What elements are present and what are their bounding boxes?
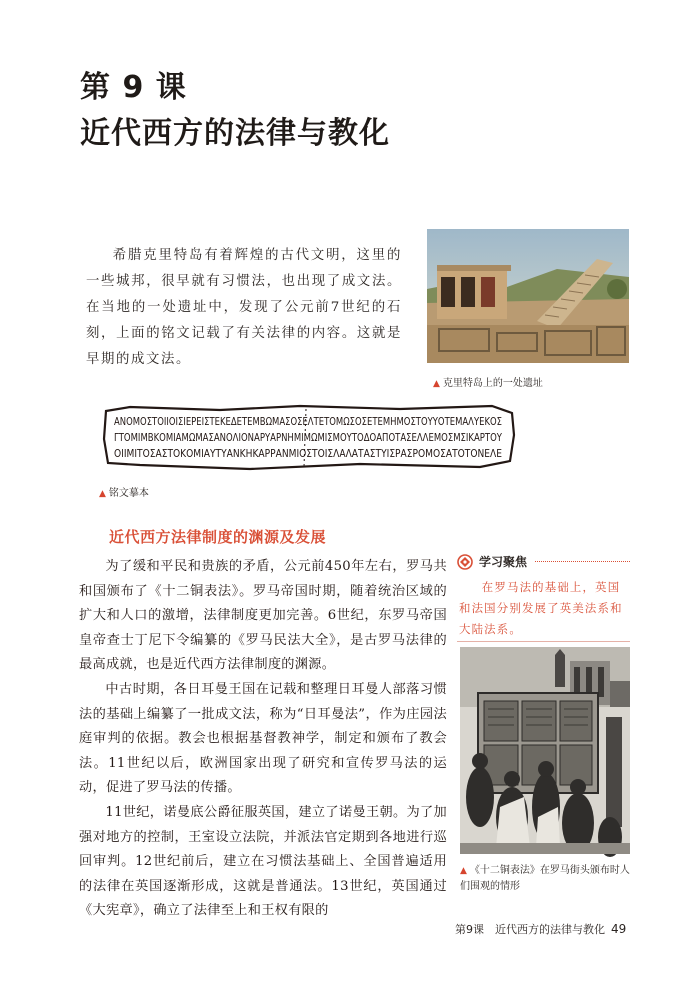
crete-ruins-illustration	[427, 229, 629, 363]
study-focus-title: 学习聚焦	[479, 555, 528, 569]
tablet-line-2: ΓΤΟΜΙΜΒΚΟΜΙΑΜΩΜΑΣΑΝΟΛΙΟΝΑΡΥΑΡΝΗΜΙΜΩΜΙΣΜΟΥΤΟΔΟΑΠΟΤΑΣΕΛΛΕΜΟΣΜΣΙΚΑΡΤΟΥ	[114, 432, 503, 444]
tablet-line-3: ΟΙΙΜΙΤΟΣΑΣΤΟΚΟΜΙΑΥΤΥΑΝΚΗΚΑΡΡΑΝΜΙΟΣΤΟΙΣΛΑΛΑΤΑΣΤΥΙΣΡΑΣΡΟΜΟΣΑΤΟΤΟΝΕΛΕ	[114, 448, 502, 460]
focus-diamond-icon	[457, 554, 473, 570]
twelve-tables-engraving	[460, 647, 630, 854]
page-number: 49	[611, 922, 627, 936]
inscription-tablet-drawing	[100, 403, 518, 473]
study-focus-divider	[535, 561, 630, 562]
page-footer	[455, 921, 626, 937]
inscription-tablet	[100, 403, 518, 473]
study-focus-text: 在罗马法的基础上，英国和法国分别发展了英美法系和大陆法系。	[459, 580, 623, 636]
lesson-number: 第 9 课	[80, 70, 187, 105]
intro-paragraph: 希腊克里特岛有着辉煌的古代文明，这里的一些城邦，很早就有习惯法，也出现了成文法。在当地的一处遗址中，发现了公元前7世纪的石刻，上面的铭文记载了有关法律的内容。这就是早期的成文法。	[86, 248, 402, 367]
caption-triangle-icon: ▲	[433, 379, 440, 389]
section-heading: 近代西方法律制度的渊源及发展	[109, 528, 327, 546]
body-paragraph-2: 中古时期，各日耳曼王国在记载和整理日耳曼人部落习惯法的基础上编纂了一批成文法，称为“日耳曼法”，作为庄园法庭审判的依据。教会也根据基督教神学，制定和颁布了教会法。11世纪以后，欧洲国家出现了研究和宣传罗马法的运动，促进了罗马法的传播。	[79, 681, 447, 796]
lesson-title: 近代西方的法律与教化	[80, 116, 390, 151]
engraving-illustration	[460, 647, 630, 854]
running-title: 第9课 近代西方的法律与教化	[455, 923, 605, 936]
body-paragraph-1: 为了缓和平民和贵族的矛盾，公元前450年左右，罗马共和国颁布了《十二铜表法》。罗马帝国时期，随着统治区域的扩大和人口的激增，法律制度更加完善。6世纪，东罗马帝国皇帝查士丁尼下令编纂的《罗马民法大全》，是古罗马法律的最高成就，也是近代西方法律制度的渊源。	[79, 559, 447, 673]
engraving-caption	[460, 863, 632, 895]
crete-ruins-photo	[427, 229, 629, 363]
body-text	[79, 555, 447, 924]
engraving-caption-text: 《十二铜表法》在罗马街头颁布时人们围观的情形	[460, 865, 630, 892]
caption-triangle-icon: ▲	[99, 489, 106, 499]
inscription-caption-text: 铭文摹本	[108, 488, 149, 499]
study-focus-bottom-rule	[457, 641, 630, 642]
study-focus-box	[457, 553, 630, 641]
crete-caption-text: 克里特岛上的一处遗址	[442, 378, 543, 389]
crete-photo-caption	[433, 374, 543, 389]
body-paragraph-3: 11世纪，诺曼底公爵征服英国，建立了诺曼王朝。为了加强对地方的控制，王室设立法院，并派法官定期到各地进行巡回审判。12世纪前后，建立在习惯法基础上、全国普遍适用的法律在英国逐渐形成，这就是普通法。13世纪，英国通过《大宪章》，确立了法律至上和王权有限的	[79, 804, 447, 919]
caption-triangle-icon: ▲	[460, 866, 467, 876]
study-focus-header	[457, 553, 527, 570]
tablet-line-1: ΑΝΟΜΟΣΤΟΙΙΟΙΣΙΕΡΕΙΣΤΕΚΕΔΕΤΕΜΒΩΜΑΣΟΣΕΛΤΕΤΟΜΩΣΟΣΕΤΕΜΗΜΟΣΤΟΥΥΟΤΕΜΑΛΥΕΚΟΣ	[114, 416, 502, 428]
inscription-caption	[99, 484, 149, 499]
